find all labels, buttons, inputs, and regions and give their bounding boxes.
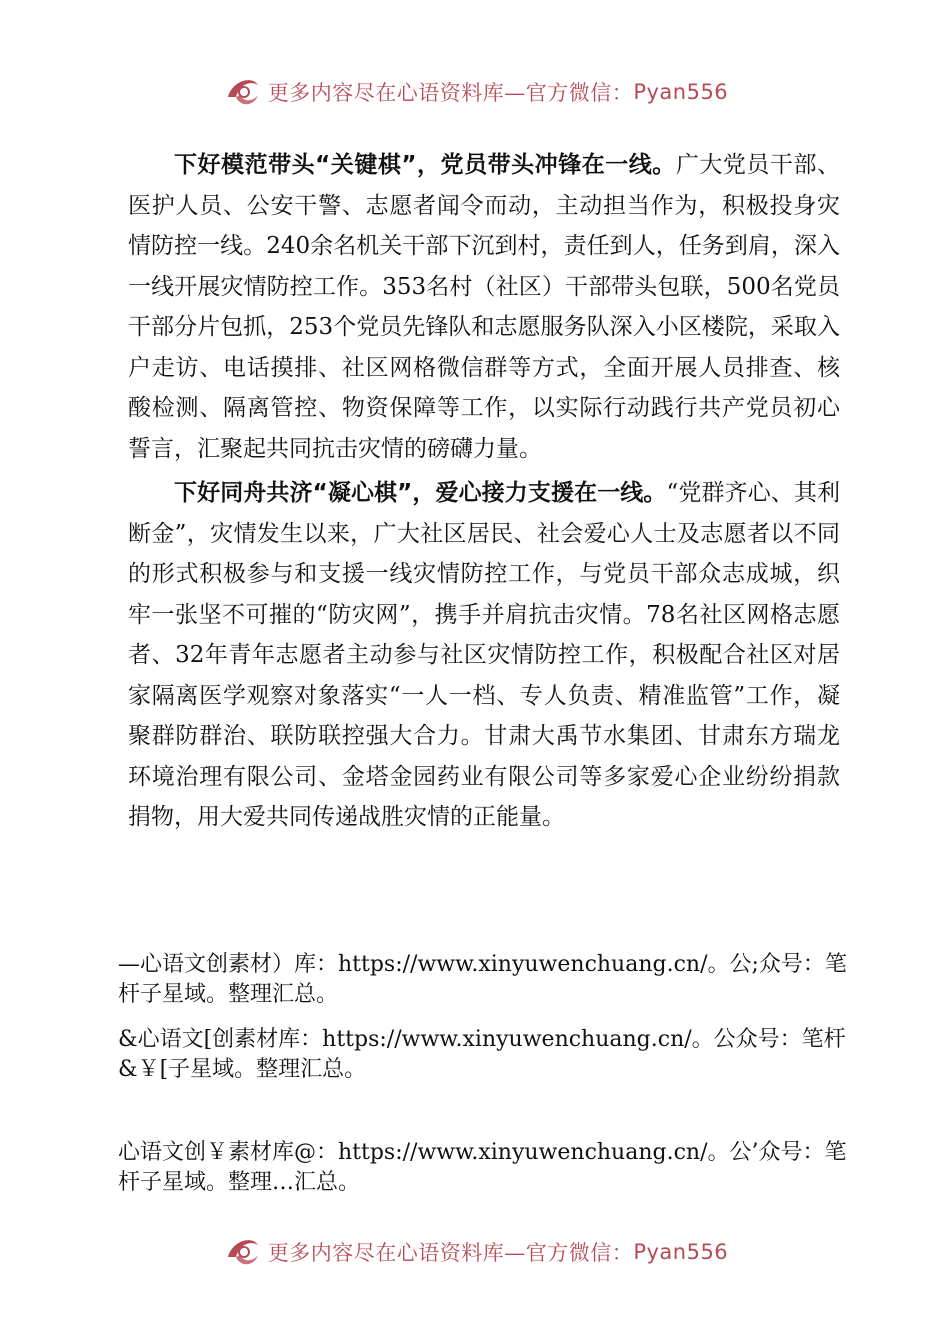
banner-logo — [222, 71, 268, 113]
paragraph-1-heading: 下好模范带头“关键棋”，党员带头冲锋在一线。 — [174, 152, 676, 178]
footer-banner-wechat-id: Pyan556 — [633, 1240, 729, 1264]
paragraph-2-body: “党群齐心、其利断金”，灾情发生以来，广大社区居民、社会爱心人士及志愿者以不同的形式积极参与和支援一线灾情防控工作，与党员干部众志成城，织牢一张坚不可摧的“防灾网”，携手并肩抗击灾情。78名社区网格志愿者、32年青年志愿者主动参与社区灾情防控工作，积极配合社区对居家隔离医学观察对象落实“一人一档、专人负责、精准监管”工作，凝聚群防群治、联防联控强大合力。甘肃大禹节水集团、甘肃东方瑞龙环境治理有限公司、金塔金园药业有限公司等多家爱心企业纷纷捐款捐物，用大爱共同传递战胜灾情的正能量。 — [128, 480, 840, 830]
red-swoosh-logo-icon — [222, 71, 264, 113]
banner-text: 更多内容尽在心语资料库—官方微信： — [267, 81, 634, 105]
watermark-note-3-text: 心语文创￥素材库@：https://www.xinyuwenchuang.cn/。公’众号：笔杆子星域。整理…汇总。 — [118, 1140, 847, 1195]
footer-banner-text: 更多内容尽在心语资料库—官方微信： — [267, 1241, 634, 1265]
watermark-note-1 — [118, 950, 856, 1010]
footer-banner-logo — [222, 1231, 268, 1273]
watermark-note-2-text: &心语文[创素材库：https://www.xinyuwenchuang.cn/。公众号：笔杆&￥[子星域。整理汇总。 — [118, 1027, 846, 1082]
paragraph-2-heading: 下好同舟共济“凝心棋”，爱心接力支援在一线。 — [174, 480, 667, 506]
article-body — [128, 145, 840, 842]
paragraph-1-body: 广大党员干部、医护人员、公安干警、志愿者闻令而动，主动担当作为，积极投身灾情防控一线。240余名机关干部下沉到村，责任到人，任务到肩，深入一线开展灾情防控工作。353名村（社区）干部带头包联，500名党员干部分片包抓，253个党员先锋队和志愿服务队深入小区楼院，采取入户走访、电话摸排、社区网格微信群等方式，全面开展人员排查、核酸检测、隔离管控、物资保障等工作，以实际行动践行共产党员初心誓言，汇聚起共同抗击灾情的磅礴力量。 — [128, 152, 841, 462]
red-swoosh-logo-icon — [222, 1231, 264, 1273]
watermark-note-1-text: —心语文创素材）库：https://www.xinyuwenchuang.cn/。公;众号：笔杆子星域。整理汇总。 — [118, 952, 847, 1007]
banner-wechat-id: Pyan556 — [633, 80, 729, 104]
footer-banner — [0, 1230, 950, 1274]
header-banner — [0, 70, 950, 114]
watermark-note-3 — [118, 1138, 856, 1198]
watermark-note-2 — [118, 1025, 856, 1085]
paragraph-1 — [128, 145, 840, 469]
paragraph-2 — [128, 473, 840, 838]
